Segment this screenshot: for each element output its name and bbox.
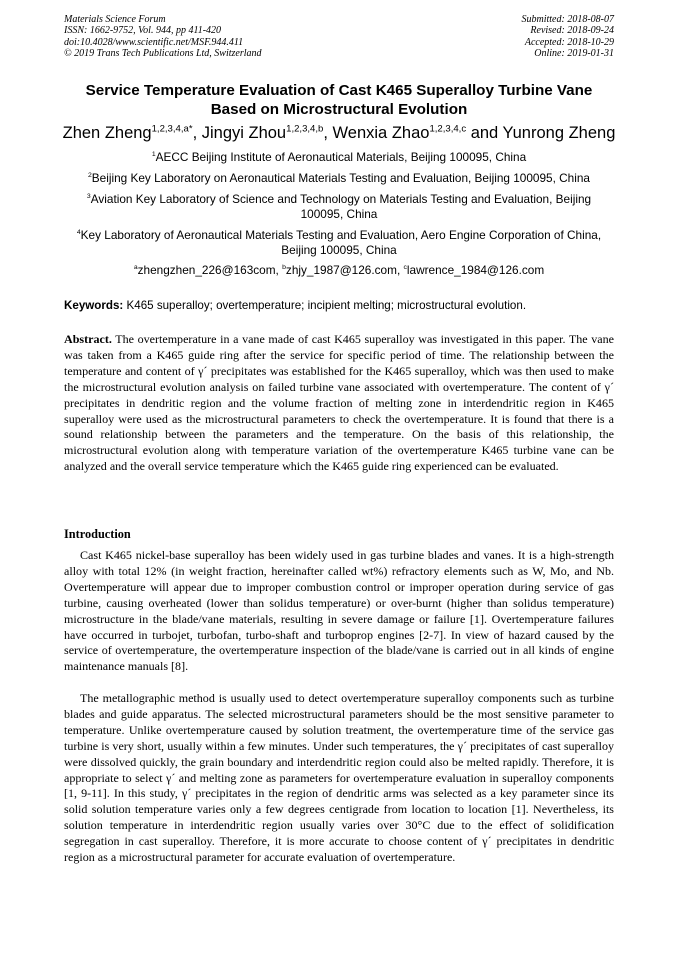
journal-header-right — [522, 14, 615, 59]
affiliation-number: 1 — [151, 151, 156, 159]
copyright-line: © 2019 Trans Tech Publications Ltd, Switzerland — [64, 47, 262, 59]
section-heading-introduction: Introduction — [64, 527, 131, 541]
author-affiliation-marker: 1,2,3,4,b — [286, 123, 324, 135]
email-link[interactable]: zhjy_1987@126.com — [285, 263, 397, 277]
title-line-2: Based on Microstructural Evolution — [210, 101, 468, 118]
author-name: Zhen Zheng — [62, 124, 152, 142]
revised-date: Revised: 2018-09-24 — [530, 25, 614, 37]
journal-name: Materials Science Forum — [64, 14, 166, 25]
email-marker: b — [282, 264, 286, 272]
author-name: Jingyi Zhou — [201, 124, 287, 142]
intro-paragraph-2: The metallographic method is usually used to detect overtemperature superalloy components such as turbine blades and guide apparatus. The selected microstructural parameters should be the most sensitive parameter to temperature. Unlike overtemperature caused by solution treatment, the overtemperature time of the service gas turbine is very short, usually within a few minutes. Under such temperatures, the γ´ precipitates of cast superalloy were dissolved quickly, the grain boundary and interdendritic region could also be melted rapidly. Therefore, it is appropriate to select γ´ and melting zone as parameters for overtemperature evaluation in superalloy components [1, 9-11]. In this study, γ´ precipitates in the region of dendritic arms was selected as a key parameter since its solid solution temperature varies only a few degrees centigrade from location to location [1]. Nevertheless, its solution temperature in interdendritic region usually varies over 30°C due to the effect of solidification segregation in cast superalloy. Therefore, it is more accurate to choose content of γ´ precipitates in dendritic region as a microstructural parameter for accurate evaluation of overtemperature. — [64, 691, 614, 865]
journal-header-left — [64, 14, 262, 59]
accepted-date: Accepted: 2018-10-29 — [524, 36, 614, 48]
affiliation-2 — [64, 171, 614, 186]
author-emails: $^a$zhengzhen_226@163com, $^b$zhjy_1987@126.com, $^c$lawrence_1984@126.com — [133, 263, 545, 277]
affiliation-text: AECC Beijing Institute of Aeronautical Materials, Beijing 100095, China — [155, 150, 527, 164]
author-affiliation-marker: 1,2,3,4,a* — [151, 123, 193, 135]
email-marker: a — [133, 264, 138, 272]
affiliation-4 — [64, 228, 614, 258]
abstract-text: The overtemperature in a vane made of cast K465 superalloy was investigated in this paper. The vane was taken from a K465 guide ring after the service for specific period of time. The relationship between the temperature and content of γ´ precipitates was established for the K465 superalloy, which was then used to make the microstructural evolution analysis on failed turbine vane associated with overtemperature. The content of γ´ precipitates in dendritic region and the volume fraction of melting zone in interdendritic region in K465 superalloy were used as the microstructural parameters to check the overtemperature. It is found that there is a sound relationship between the parameters and the temperature. On the basis of this relationship, the microstructural evolution along with temperature variation of the overtemperature K465 turbine vane can be analyzed and the overall service temperature which the K465 guide ring experienced can be evaluated. — [64, 332, 615, 474]
email-link[interactable]: zhengzhen_226@163com — [137, 263, 276, 277]
keywords-text: K465 superalloy; overtemperature; incipient melting; microstructural evolution. — [126, 299, 527, 312]
paper-title — [60, 81, 618, 119]
email-link[interactable]: lawrence_1984@126.com — [406, 263, 545, 277]
doi-line: doi:10.4028/www.scientific.net/MSF.944.411 — [64, 36, 244, 48]
affiliation-number: 2 — [87, 172, 92, 180]
email-marker: c — [403, 264, 407, 272]
author-name: Yunrong Zheng — [502, 124, 616, 142]
author-name: Wenxia Zhao — [332, 124, 430, 142]
keywords — [64, 298, 614, 313]
title-line-1: Service Temperature Evaluation of Cast K465 Superalloy Turbine Vane — [85, 82, 593, 99]
affiliation-text: Beijing Key Laboratory on Aeronautical Materials Testing and Evaluation, Beijing 100095, China — [91, 171, 590, 185]
abstract-label: Abstract. — [64, 332, 112, 346]
affiliation-text: Key Laboratory of Aeronautical Materials Testing and Evaluation, Aero Engine Corporation of China, Beijing 100095, China — [80, 228, 602, 257]
submitted-date: Submitted: 2018-08-07 — [521, 14, 614, 25]
abstract — [64, 332, 614, 475]
affiliation-3 — [64, 192, 614, 222]
author-affiliation-marker: 1,2,3,4,c — [429, 123, 467, 135]
affiliation-number: 4 — [76, 229, 81, 237]
online-date: Online: 2019-01-31 — [534, 47, 614, 59]
keywords-label: Keywords: — [64, 299, 124, 312]
affiliation-1 — [64, 150, 614, 165]
author-list: Zhen Zheng$^{1,2,3,4,a*}$, Jingyi Zhou$^{1,2,3,4,b}$, Wenxia Zhao$^{1,2,3,4,c}$ and Yunrong Zheng — [62, 123, 616, 142]
intro-paragraph-1: Cast K465 nickel-base superalloy has been widely used in gas turbine blades and vanes. It is a high-strength alloy with total 12% (in weight fraction, hereinafter called wt%) refractory elements such as W, Mo, and Nb. Overtemperature will appear due to improper combustion control or improper operation during service of gas turbine, causing overheated (lower than solidus temperature) or over-burnt (higher than solidus temperature) microstructure in the blade/vane materials, resulting in severe damage or failure [1]. Overtemperature failures have occurred in turbojet, turbofan, turbo-shaft and turboprop engines [2-7]. In view of hazard caused by the service of overtemperature, the overtemperature inspection of the blade/vane is carried out in all kinds of engine maintenance manuals [8]. — [64, 548, 614, 674]
issn-line: ISSN: 1662-9752, Vol. 944, pp 411-420 — [64, 25, 222, 37]
affiliation-text: Aviation Key Laboratory of Science and Technology on Materials Testing and Evaluation, Beijing 100095, China — [90, 192, 592, 221]
affiliation-number: 3 — [86, 193, 91, 201]
